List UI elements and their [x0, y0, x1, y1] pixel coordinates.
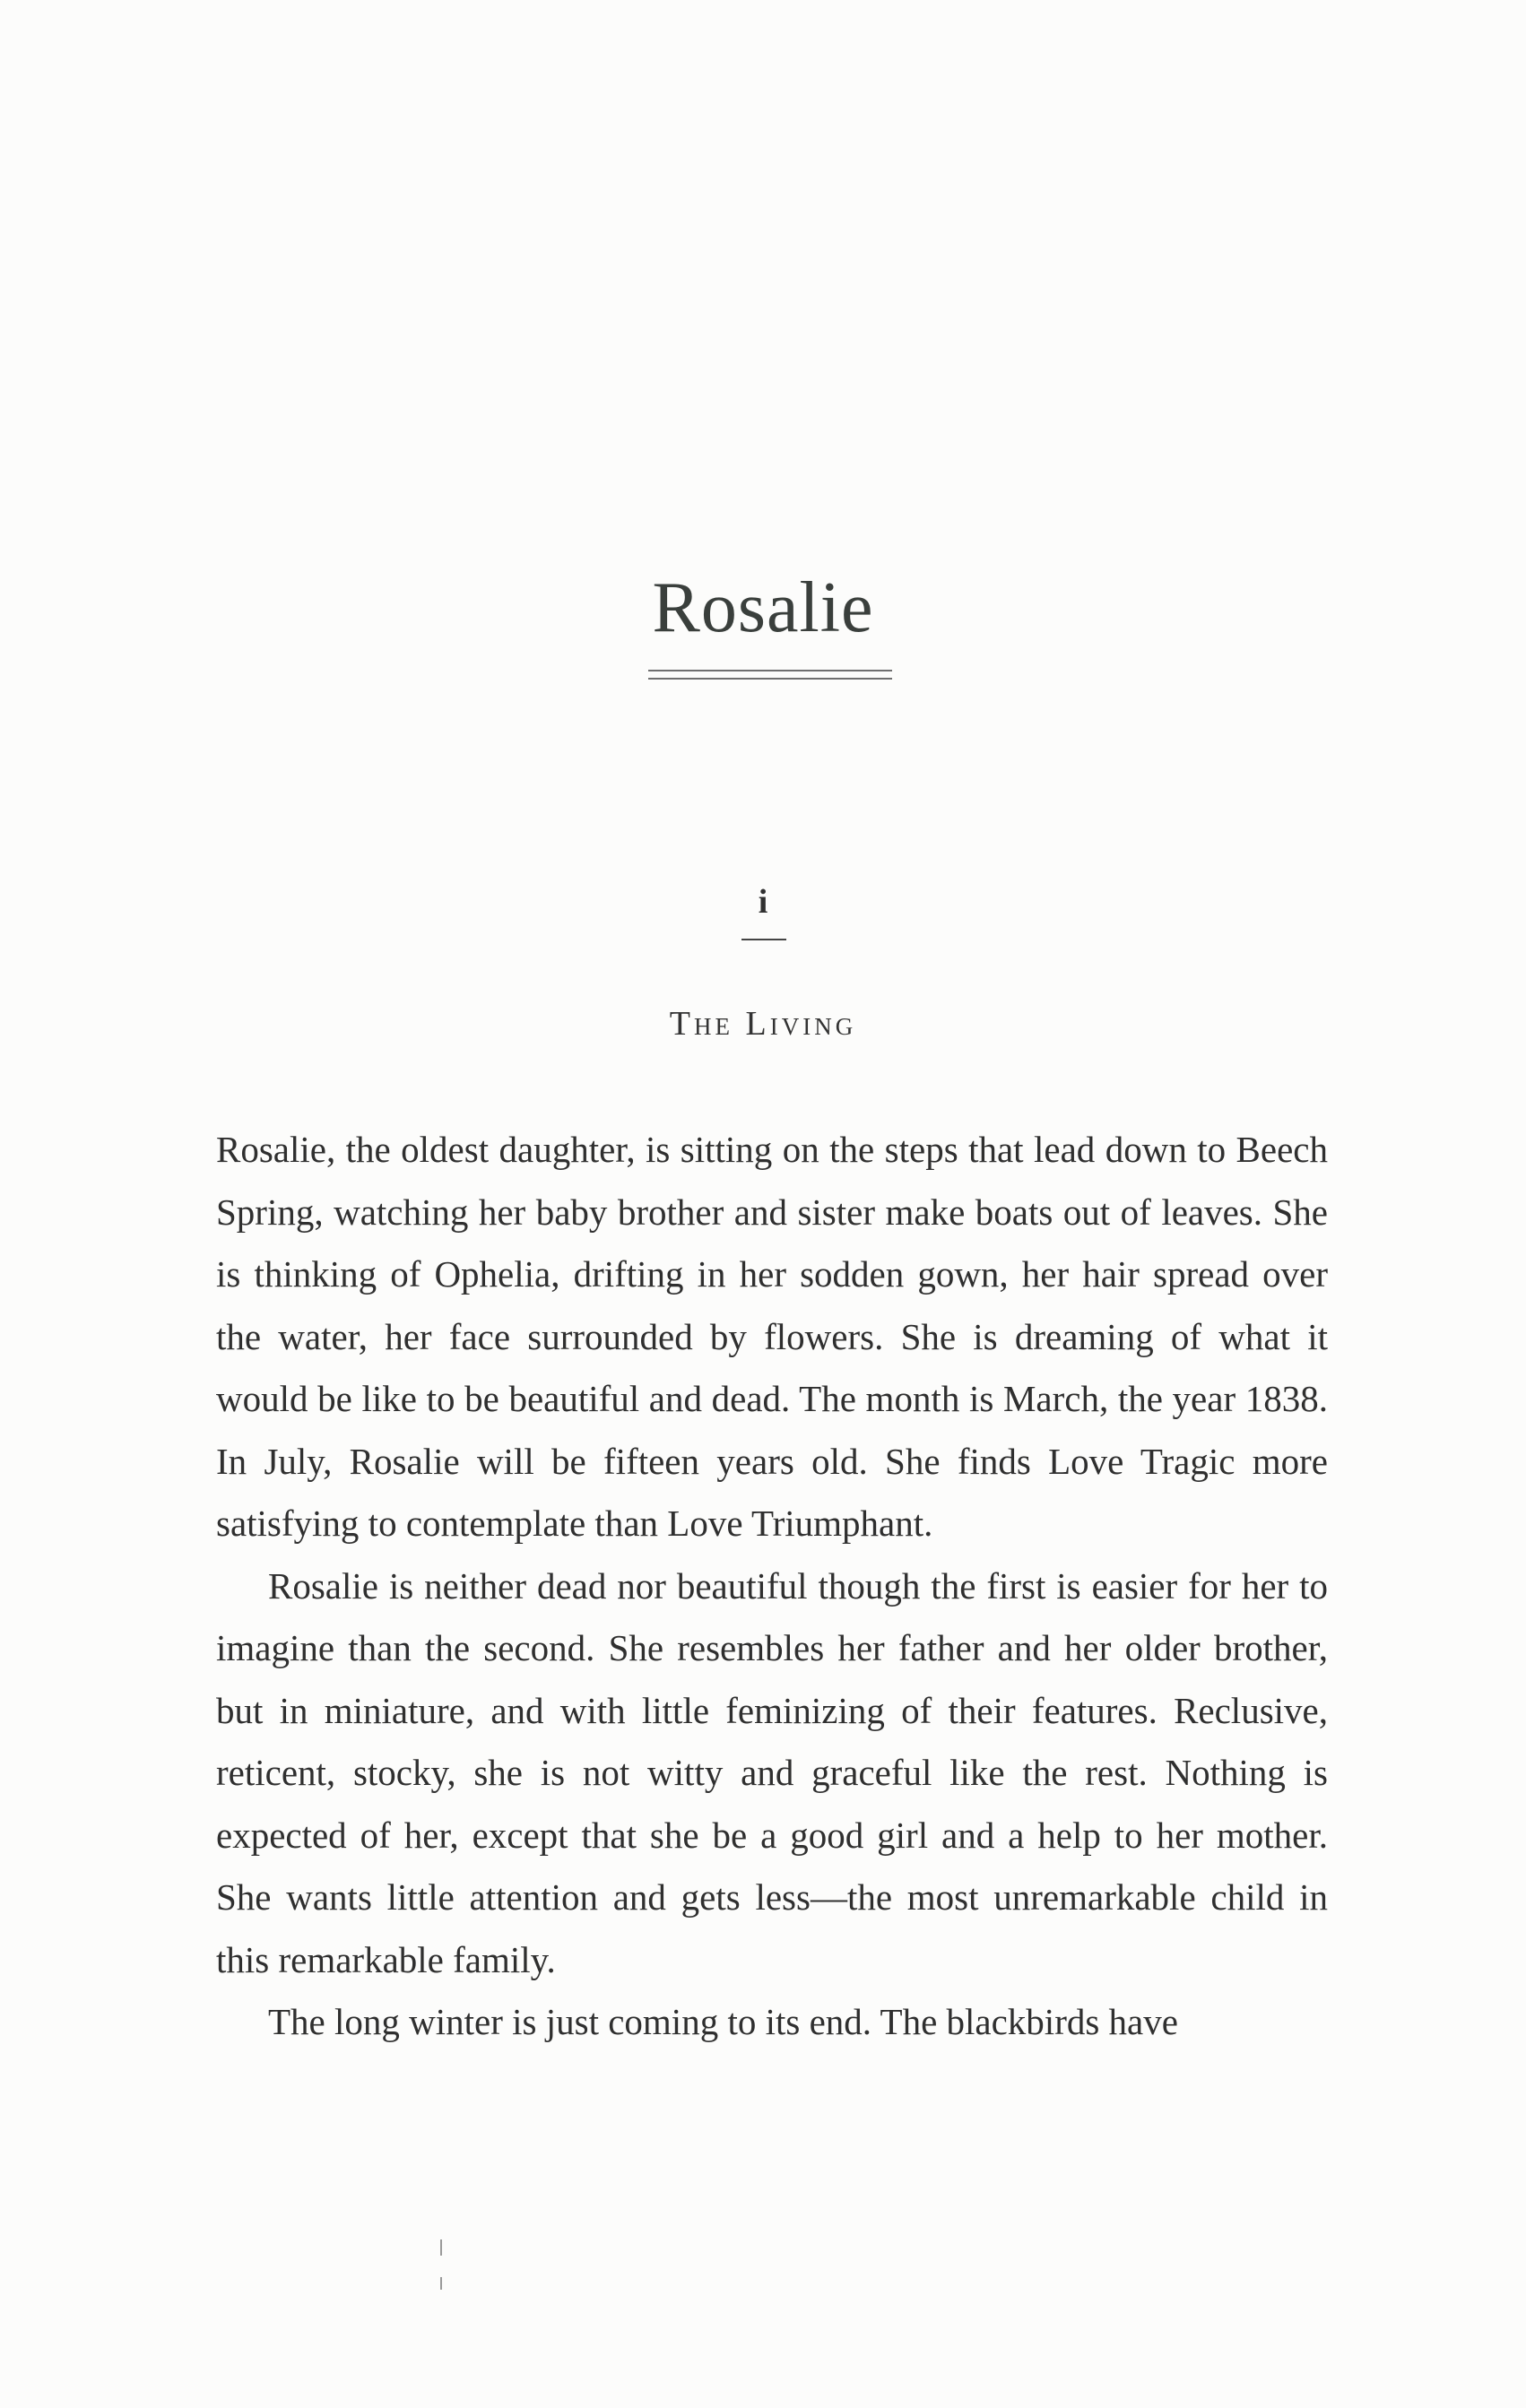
chapter-title-double-rule	[648, 670, 892, 680]
chapter-title: Rosalie	[652, 568, 874, 647]
body-text	[216, 1119, 1328, 2054]
section-number: i	[758, 883, 768, 921]
paragraph-2: Rosalie is neither dead nor beautiful though the first is easier for her to imagine than the second. She resembles her father and her older brother, but in miniature, and with little feminizing of their features. Reclusive, reticent, stocky, she is not witty and graceful like the rest. Nothing is expected of her, except that she be a good girl and a help to her mother. She wants little attention and gets less—the most unremarkable child in this remarkable family.	[216, 1564, 1328, 1980]
paragraph-1: Rosalie, the oldest daughter, is sitting on the steps that lead down to Beech Spring, watching her baby brother and sister make boats out of leaves. She is thinking of Ophelia, drifting in her sodden gown, her hair spread over the water, her face surrounded by flowers. She is dreaming of what it would be like to be beautiful and dead. The month is March, the year 1838. In July, Rosalie will be fifteen years old. She finds Love Tragic more satisfying to contemplate than Love Triumphant.	[216, 1129, 1328, 1544]
scan-mark	[440, 2277, 442, 2290]
scan-mark	[440, 2239, 442, 2256]
section-number-rule	[741, 939, 786, 940]
section-title: The Living	[669, 1005, 857, 1043]
paragraph-3: The long winter is just coming to its end. The blackbirds have	[268, 2001, 1178, 2042]
